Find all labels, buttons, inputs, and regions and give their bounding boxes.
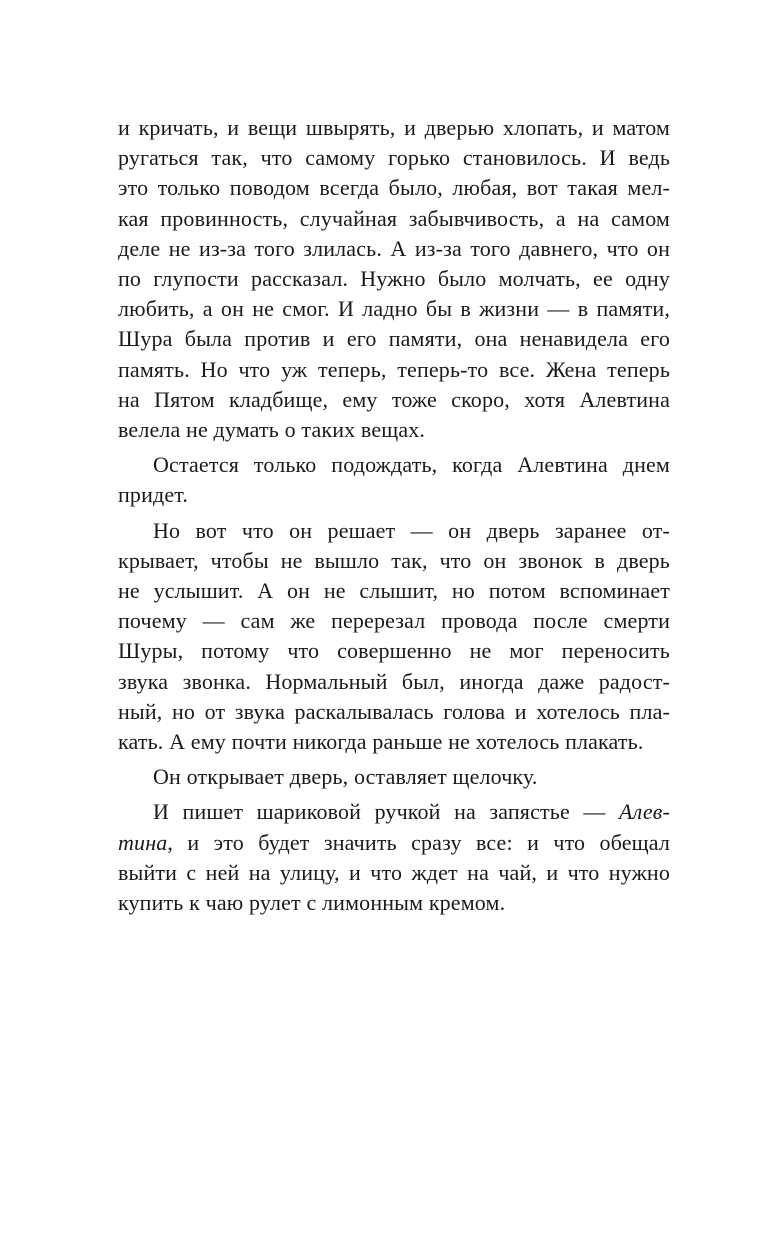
italic-name: Алев- bbox=[619, 799, 670, 825]
text-line: Но вот что он решает — он дверь заранее от- bbox=[153, 517, 670, 543]
text-line: звука звонка. Нормальный был, иногда даже радост- bbox=[118, 668, 670, 694]
text-line: ный, но от звука раскалывалась голова и хотелось пла- bbox=[118, 698, 670, 724]
text-line: Шура была против и его памяти, она ненавидела его bbox=[118, 326, 670, 352]
paragraph-3 bbox=[118, 516, 670, 758]
text-line: любить, а он не смог. И ладно бы в жизни — в памяти, bbox=[118, 296, 670, 322]
text-line: и кричать, и вещи швырять, и дверью хлопать, и матом bbox=[118, 115, 670, 140]
text-line: это только поводом всегда было, любая, вот такая мел- bbox=[118, 175, 670, 201]
text-line: придет. bbox=[118, 482, 189, 508]
paragraph-4 bbox=[118, 762, 670, 792]
text-line: велела не думать о таких вещах. bbox=[118, 417, 426, 443]
text-line: на Пятом кладбище, ему тоже скоро, хотя Алевтина bbox=[118, 386, 670, 412]
text-segment: И пишет шариковой ручкой на запястье — bbox=[153, 799, 620, 825]
text-line: ругаться так, что самому горько становилось. И ведь bbox=[118, 145, 670, 171]
text-line: память. Но что уж теперь, теперь-то все. Жена теперь bbox=[118, 356, 670, 382]
text-line: выйти с ней на улицу, и что ждет на чай, и что нужно bbox=[118, 859, 670, 885]
text-line: деле не из-за того злилась. А из-за того давнего, что он bbox=[118, 235, 670, 261]
text-line: крывает, чтобы не вышло так, что он звонок в дверь bbox=[118, 547, 670, 573]
text-line: кая провинность, случайная забывчивость, а на самом bbox=[118, 205, 670, 231]
text-line: кать. А ему почти никогда раньше не хотелось плакать. bbox=[118, 729, 644, 755]
page-text bbox=[118, 113, 670, 923]
text-line: купить к чаю рулет с лимонным кремом. bbox=[118, 890, 506, 916]
text-line bbox=[118, 828, 670, 858]
text-line: почему — сам же перерезал провода после смерти bbox=[118, 608, 670, 634]
paragraph-5 bbox=[118, 797, 670, 918]
italic-name: тина bbox=[118, 829, 168, 855]
text-line: по глупости рассказал. Нужно было молчать, ее одну bbox=[118, 266, 670, 292]
text-line: не услышит. А он не слышит, но потом вспоминает bbox=[118, 578, 670, 604]
text-line: Шуры, потому что совершенно не мог переносить bbox=[118, 638, 670, 664]
paragraph-1 bbox=[118, 113, 670, 445]
text-line: Остается только подождать, когда Алевтина днем bbox=[153, 452, 670, 478]
text-segment: , и это будет значить сразу все: и что обещал bbox=[167, 829, 670, 855]
paragraph-2 bbox=[118, 450, 670, 510]
text-line bbox=[118, 797, 670, 827]
text-line: Он открывает дверь, оставляет щелочку. bbox=[153, 764, 538, 790]
